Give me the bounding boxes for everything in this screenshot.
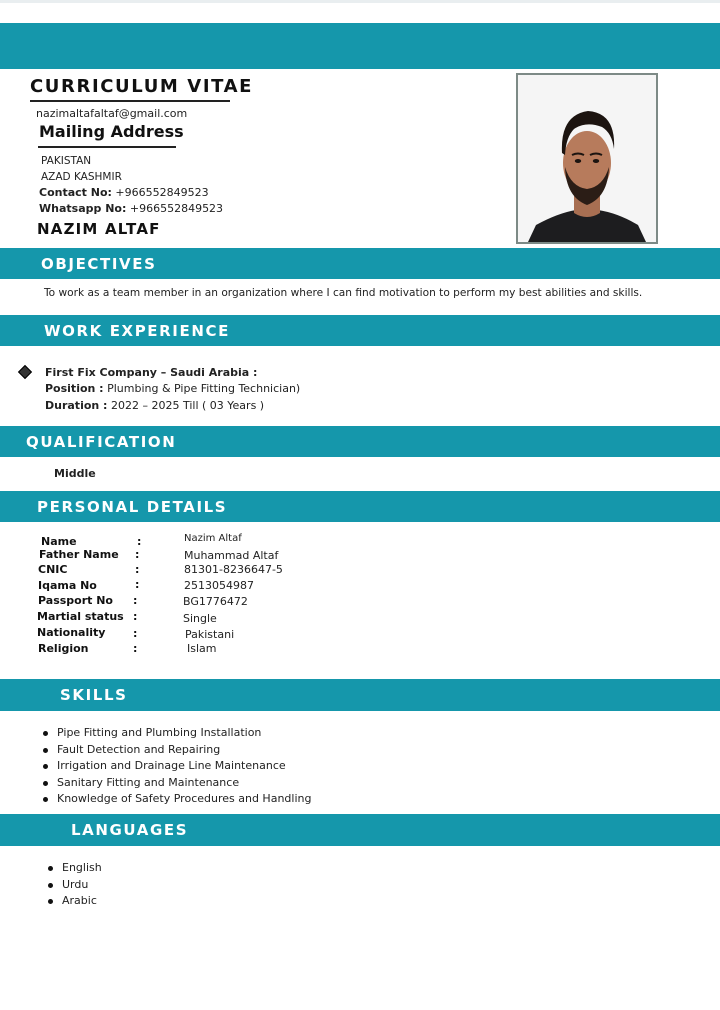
detail-value-cnic: 81301-8236647-5	[184, 563, 283, 576]
position-value: Plumbing & Pipe Fitting Technician)	[107, 382, 301, 395]
duration-value: 2022 – 2025 Till ( 03 Years )	[110, 399, 265, 412]
language-item: Urdu	[48, 877, 102, 894]
languages-title: LANGUAGES	[71, 821, 189, 839]
address-line-1: PAKISTAN	[41, 155, 92, 167]
work-experience-band	[0, 315, 720, 346]
skills-band	[0, 679, 720, 711]
whatsapp-value: +966552849523	[129, 202, 224, 215]
detail-value-marital-status: Single	[183, 612, 217, 625]
languages-band	[0, 814, 720, 846]
detail-value-religion: Islam	[187, 642, 217, 655]
detail-colon: :	[133, 610, 138, 623]
position-line	[45, 382, 300, 395]
email-text: nazimaltafaltaf@gmail.com	[36, 107, 188, 120]
objectives-text: To work as a team member in an organization where I can find motivation to perform my best abilities and skills.	[44, 287, 643, 299]
diamond-bullet-icon	[18, 365, 32, 379]
contact-value: +966552849523	[115, 186, 209, 199]
work-experience-title: WORK EXPERIENCE	[44, 321, 230, 340]
detail-value-father-name: Muhammad Altaf	[184, 549, 279, 562]
duration-label: Duration :	[45, 399, 108, 412]
detail-colon: :	[135, 548, 140, 561]
detail-colon: :	[133, 627, 138, 640]
detail-label-marital-status: Martial status	[37, 610, 124, 623]
cv-title-underline	[30, 100, 230, 102]
languages-list	[48, 860, 102, 910]
detail-colon: :	[135, 578, 140, 591]
qualification-value: Middle	[54, 467, 96, 480]
detail-value-iqama: 2513054987	[184, 579, 254, 592]
detail-value-nationality: Pakistani	[185, 628, 235, 641]
qualification-band	[0, 426, 720, 457]
detail-label-father-name: Father Name	[39, 548, 119, 561]
top-strip	[0, 0, 720, 3]
position-label: Position :	[45, 382, 104, 395]
company-name: First Fix Company – Saudi Arabia :	[45, 366, 258, 379]
detail-label-religion: Religion	[38, 642, 89, 655]
whatsapp-number	[39, 202, 223, 215]
skill-item: Irrigation and Drainage Line Maintenance	[43, 758, 311, 775]
candidate-name: NAZIM ALTAF	[37, 220, 161, 238]
profile-photo	[516, 73, 658, 244]
skills-title: SKILLS	[60, 686, 128, 704]
language-item: English	[48, 860, 102, 877]
skill-item: Fault Detection and Repairing	[43, 742, 311, 759]
objectives-title: OBJECTIVES	[41, 254, 157, 273]
mailing-underline	[38, 146, 176, 148]
qualification-title: QUALIFICATION	[26, 432, 177, 451]
personal-details-title: PERSONAL DETAILS	[37, 497, 228, 516]
detail-colon: :	[133, 642, 138, 655]
detail-value-passport: BG1776472	[183, 595, 248, 608]
person-photo-icon	[518, 75, 656, 242]
cv-title: CURRICULUM VITAE	[30, 76, 254, 97]
skills-list	[43, 725, 311, 808]
detail-colon: :	[133, 594, 138, 607]
duration-line	[45, 399, 264, 412]
address-line-2: AZAD KASHMIR	[41, 171, 122, 183]
skill-item: Pipe Fitting and Plumbing Installation	[43, 725, 311, 742]
contact-number	[39, 186, 209, 199]
personal-details-band	[0, 491, 720, 522]
whatsapp-label: Whatsapp No:	[39, 202, 127, 215]
header-band	[0, 23, 720, 69]
detail-label-iqama: Iqama No	[38, 579, 97, 592]
detail-colon: :	[137, 535, 142, 548]
objectives-band	[0, 248, 720, 279]
mailing-address-heading: Mailing Address	[39, 122, 184, 141]
detail-label-name: Name	[41, 535, 77, 548]
detail-value-name: Nazim Altaf	[184, 533, 242, 544]
detail-label-nationality: Nationality	[37, 626, 106, 639]
skill-item: Sanitary Fitting and Maintenance	[43, 775, 311, 792]
detail-label-cnic: CNIC	[38, 563, 68, 576]
detail-colon: :	[135, 563, 140, 576]
detail-label-passport: Passport No	[38, 594, 113, 607]
contact-label: Contact No:	[39, 186, 112, 199]
skill-item: Knowledge of Safety Procedures and Handling	[43, 791, 311, 808]
language-item: Arabic	[48, 893, 102, 910]
